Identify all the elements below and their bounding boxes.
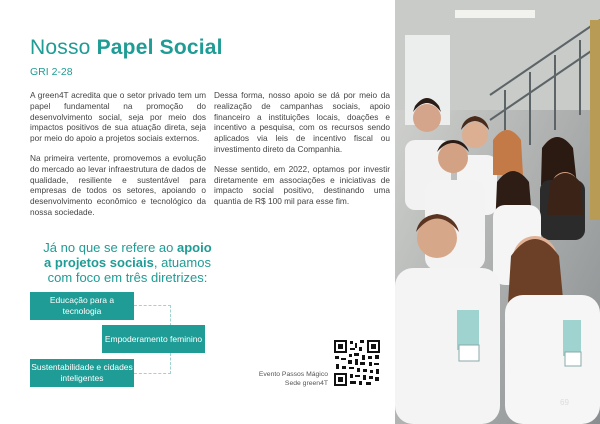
directive-box-education — [30, 292, 134, 320]
text-column-left — [30, 90, 206, 227]
connector-line — [134, 305, 171, 326]
title-prefix: Nosso — [30, 36, 91, 59]
paragraph: Dessa forma, nosso apoio se dá por meio da realização de campanhas sociais, apoio financeiro a instituições locais, doações e incentivo a pesquisa, com os recursos sendo aplicados via leis de incentivo fiscal ou investimento direto da Companhia. — [214, 90, 390, 154]
quote-pre: Já no que se refere ao — [43, 240, 174, 255]
event-photo — [395, 0, 600, 424]
pull-quote — [40, 240, 215, 285]
paragraph: A green4T acredita que o setor privado tem um papel fundamental na promoção do desenvolvimento social, seja por meio dos impactos positivos de sua atuação direta, seja por meio do apoio a projetos sociais externos. — [30, 90, 206, 144]
photo-caption — [243, 371, 328, 388]
directive-box-empowerment — [102, 325, 205, 353]
text-column-right — [214, 90, 390, 216]
caption-line: Evento Passos Mágico — [258, 371, 328, 378]
quote-post: , atuamos com foco em três diretrizes: — [47, 255, 211, 285]
connector-line — [134, 353, 171, 374]
directive-label: Empoderamento feminino — [104, 333, 203, 344]
paragraph: Na primeira vertente, promovemos a evolução do mercado ao levar infraestrutura de dados de qualidade, resiliente e sustentável para empresas de todos os setores, apoiando o desenvolvimento econômico e tecnológico da nossa sociedade. — [30, 152, 206, 217]
paragraph: Nesse sentido, em 2022, optamos por investir diretamente em associações e iniciativas de impacto social positivo, destinando uma quantia de R$ 100 mil para esse fim. — [214, 163, 390, 207]
quote-bold: apoio a projetos sociais — [44, 240, 212, 270]
directive-label: Sustentabilidade e cidades inteligentes — [31, 362, 133, 383]
page-number: 69 — [560, 398, 569, 407]
directive-box-sustainability — [30, 359, 134, 387]
page-title — [30, 36, 223, 60]
title-bold: Papel Social — [96, 36, 223, 59]
qr-code[interactable] — [333, 339, 381, 387]
gri-code: GRI 2-28 — [30, 66, 73, 78]
caption-line: Sede green4T — [284, 379, 328, 387]
people-group-image — [395, 0, 600, 424]
directive-label: Educação para a tecnologia — [49, 295, 115, 316]
